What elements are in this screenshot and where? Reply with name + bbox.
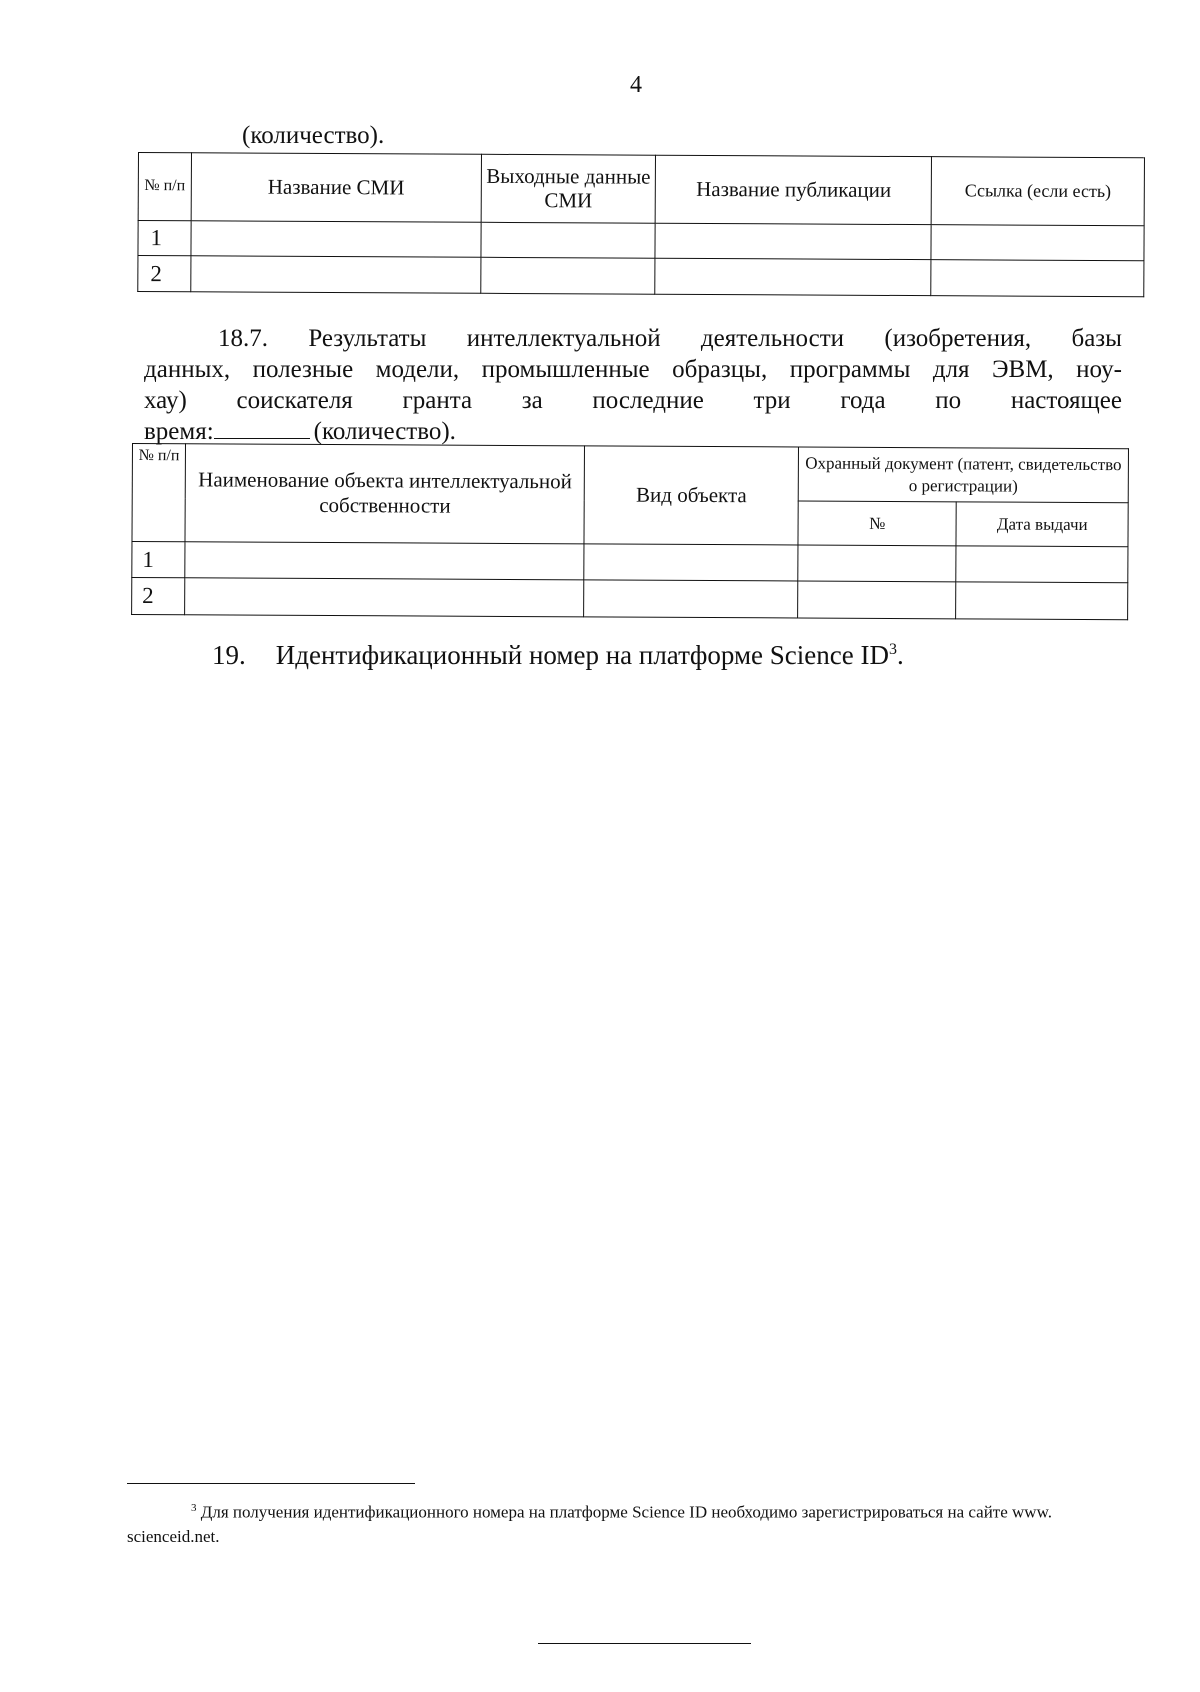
word: настоящее — [1010, 387, 1122, 414]
row-number: 2 — [138, 256, 191, 292]
footnote-text: Для получения идентификационного номера на платформе Science ID необходимо зарегистрироваться на сайте www. scienceid.net. — [127, 1502, 1052, 1546]
table-header-row — [132, 444, 1128, 504]
section-number: 19. — [212, 640, 246, 670]
word: по — [935, 387, 962, 414]
footnote-divider — [127, 1483, 415, 1484]
paragraph-last-line — [144, 416, 1122, 447]
table-row — [138, 256, 1144, 297]
word: полезные — [252, 356, 354, 383]
word: ЭВМ, — [992, 356, 1054, 383]
word: гранта — [402, 387, 473, 414]
header-media-output: Выходные данные СМИ — [481, 154, 656, 223]
footnote-ref: 3 — [889, 641, 897, 658]
header-number: № п/п — [138, 153, 191, 221]
table-row — [132, 541, 1128, 583]
cell-media-output — [481, 222, 656, 258]
cell-object-type — [584, 580, 798, 618]
row-number: 2 — [132, 578, 185, 615]
cell-link — [931, 225, 1144, 262]
word: базы — [1071, 325, 1122, 352]
media-quantity-text: (количество). — [242, 122, 385, 149]
paragraph-line — [144, 354, 1122, 385]
word: года — [840, 387, 886, 414]
word: за — [521, 387, 543, 414]
section-18-7-paragraph — [144, 323, 1122, 447]
word: деятельности — [700, 325, 845, 352]
quantity-blank — [214, 438, 310, 439]
word: хау) — [144, 387, 187, 414]
cell-link — [931, 260, 1144, 297]
cell-publication-title — [655, 259, 931, 296]
word: для — [932, 356, 970, 383]
cell-media-name — [191, 221, 481, 258]
paragraph-line — [144, 323, 1122, 354]
quantity-text: (количество). — [313, 418, 456, 445]
row-number: 1 — [132, 541, 185, 578]
word: данных, — [144, 356, 231, 383]
section-19-heading — [212, 640, 904, 671]
time-label: время: — [144, 418, 214, 445]
media-publications-table — [137, 152, 1145, 297]
header-number: № п/п — [132, 444, 186, 542]
paragraph-line — [144, 385, 1122, 416]
word: последние — [592, 387, 704, 414]
end-divider — [538, 1643, 751, 1644]
page-number: 4 — [630, 72, 642, 98]
header-issue-date: Дата выдачи — [956, 502, 1128, 546]
word: соискателя — [236, 387, 353, 414]
footnote-marker: 3 — [191, 1502, 197, 1514]
cell-issue-date — [956, 582, 1128, 620]
cell-media-output — [480, 258, 655, 294]
cell-issue-date — [956, 546, 1128, 584]
word: образцы, — [672, 356, 768, 383]
header-media-name: Название СМИ — [191, 153, 481, 222]
table-row — [138, 220, 1144, 261]
table-row — [132, 578, 1128, 620]
cell-document-number — [798, 581, 957, 618]
word: ноу- — [1076, 356, 1122, 383]
header-object-name: Наименование объекта интеллектуальной собственности — [185, 444, 585, 544]
table-header-row — [138, 153, 1144, 226]
section-text: Идентификационный номер на платформе Science ID — [275, 640, 889, 670]
cell-media-name — [191, 256, 481, 293]
cell-object-type — [584, 544, 798, 582]
media-quantity-line — [242, 122, 384, 150]
header-document-number: № — [798, 501, 957, 545]
word: три — [753, 387, 791, 414]
word: модели, — [375, 356, 460, 383]
word: программы — [789, 356, 911, 383]
row-number: 1 — [138, 220, 191, 256]
header-publication-title: Название публикации — [656, 155, 932, 224]
word: промышленные — [481, 356, 650, 383]
cell-object-name — [185, 578, 584, 617]
footnote — [127, 1496, 1127, 1549]
word: 18.7. — [218, 325, 268, 352]
intellectual-property-table — [131, 443, 1129, 620]
word: (изобретения, — [884, 325, 1032, 352]
header-link: Ссылка (если есть) — [931, 157, 1144, 226]
cell-object-name — [185, 541, 584, 580]
header-protection-document: Охранный документ (патент, свидетельство о регистрации) — [798, 447, 1128, 503]
word: Результаты — [308, 325, 427, 352]
cell-publication-title — [655, 223, 931, 260]
cell-document-number — [798, 545, 957, 582]
section-end: . — [897, 640, 904, 670]
header-object-type: Вид объекта — [584, 446, 798, 545]
word: интеллектуальной — [466, 325, 661, 352]
